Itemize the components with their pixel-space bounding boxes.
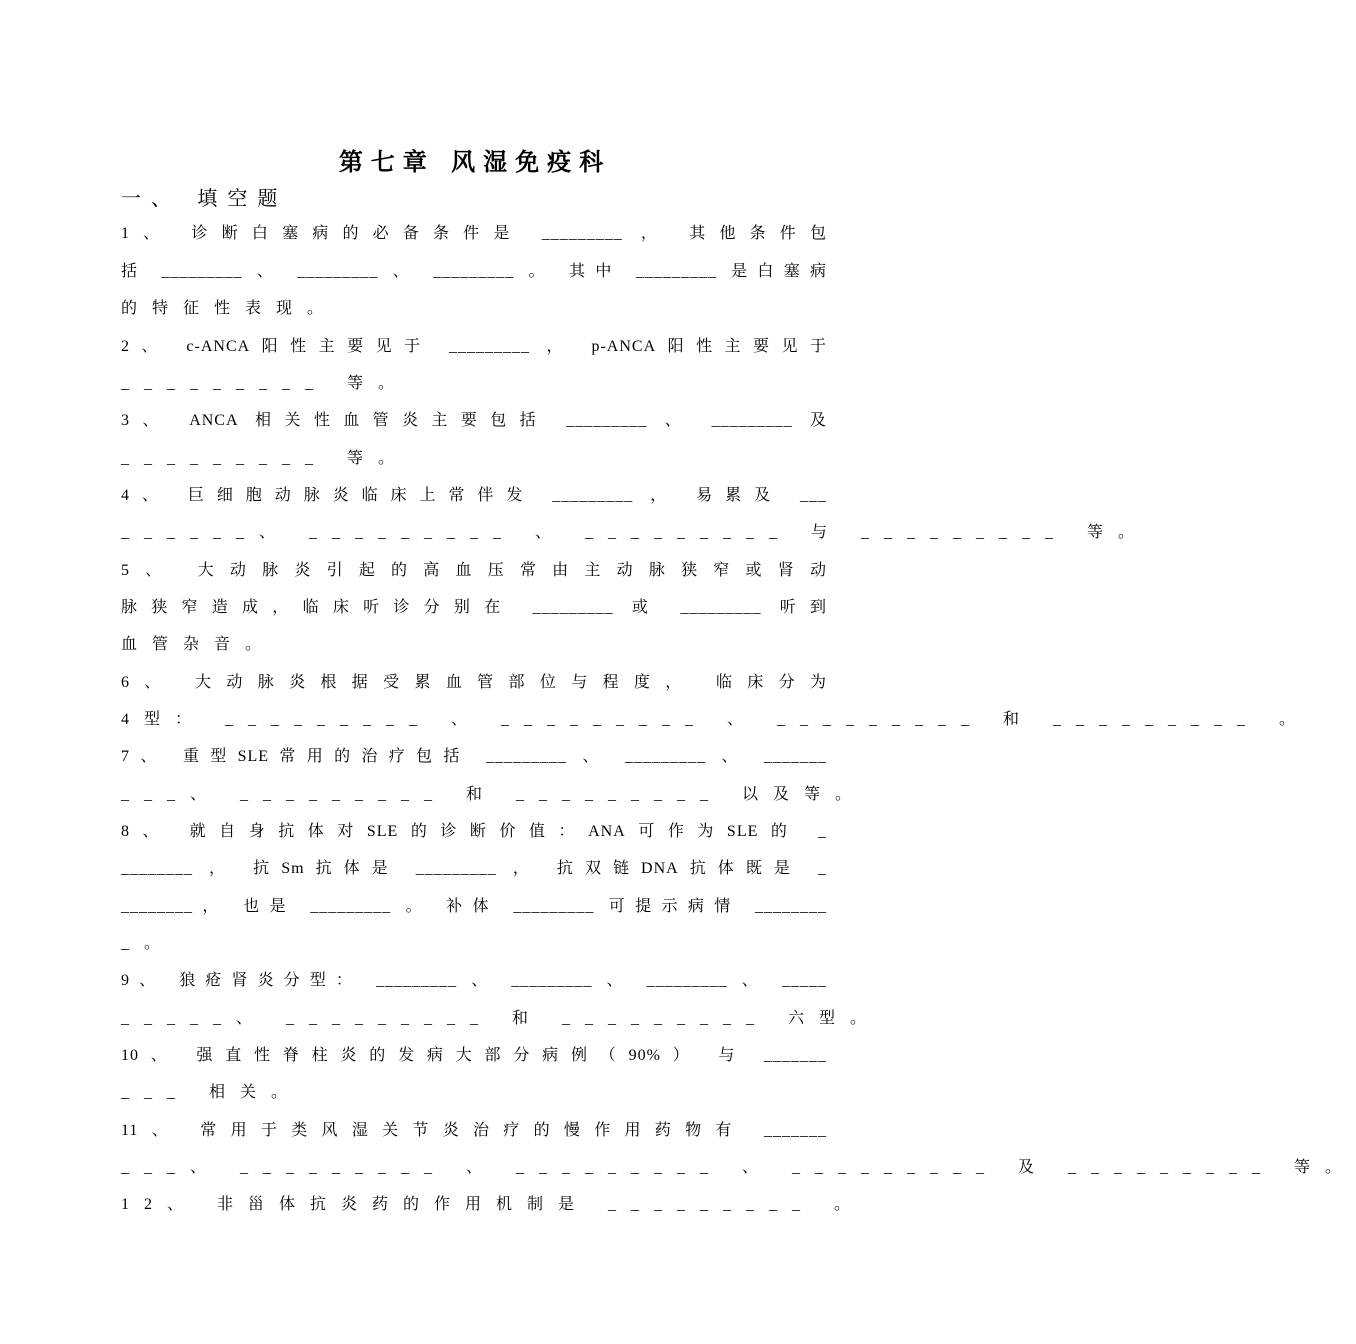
question-line: 括 _________ 、 _________ 、 _________ 。 其中 _________ 是白塞病: [121, 263, 827, 280]
question-line: 4、 巨细胞动脉炎临床上常伴发 _________ ， 易累及 ___: [121, 487, 827, 504]
question-line: _。: [121, 935, 176, 952]
question-line: ___、 _________ 、 _________ 、 _________ 及 _________ 等。: [121, 1159, 1356, 1176]
question-line: ________， 也是 _________ 。 补体 _________ 可提示病情 ________: [121, 898, 827, 915]
question-line: 血管杂音。: [121, 636, 277, 653]
question-line: 4型： _________ 、 _________ 、 _________ 和 _________ 。: [121, 711, 1311, 728]
question-line: 5、 大动脉炎引起的高血压常由主动脉狭窄或肾动: [121, 562, 827, 579]
question-line: 9、 狼疮肾炎分型： _________ 、 _________ 、 _________ 、 _____: [121, 972, 827, 989]
question-line: 1、 诊断白塞病的必备条件是 _________ ， 其他条件包: [121, 225, 827, 242]
question-line: 10、 强直性脊柱炎的发病大部分病例（90%） 与 _______: [121, 1047, 827, 1064]
question-line: _________ 等。: [121, 375, 410, 392]
question-line: ________ ， 抗Sm抗体是 _________ ， 抗双链DNA抗体既是 _: [121, 860, 827, 877]
chapter-title: 第七章 风湿免疫科: [338, 148, 612, 176]
question-line: 6、 大动脉炎根据受累血管部位与程度， 临床分为: [121, 674, 827, 691]
question-line: 8、 就自身抗体对SLE的诊断价值：ANA可作为SLE的 _: [121, 823, 827, 840]
question-line: _________ 等。: [121, 450, 410, 467]
question-line: ______、 _________ 、 _________ 与 _________ 等。: [121, 524, 1150, 541]
question-line: 7、 重型SLE常用的治疗包括 _________ 、 _________ 、 _______: [121, 748, 827, 765]
question-line: _____、 _________ 和 _________ 六型。: [121, 1010, 882, 1027]
question-line: 脉狭窄造成，临床听诊分别在 _________ 或 _________ 听到: [121, 599, 827, 616]
question-line: ___、 _________ 和 _________ 以及等。: [121, 786, 867, 803]
question-line: 的特征性表现。: [121, 300, 339, 317]
question-line: 3、 ANCA 相关性血管炎主要包括 _________ 、 _________ 及: [121, 412, 827, 429]
section-heading: 一、 填空题: [121, 186, 288, 210]
question-line: 2、 c-ANCA阳性主要见于 _________ ， p-ANCA阳性主要见于: [121, 338, 827, 355]
question-line: ___ 相关。: [121, 1084, 303, 1101]
question-line: 11、 常用于类风湿关节炎治疗的慢作用药物有 _______: [121, 1122, 827, 1139]
question-line: 12、 非甾体抗炎药的作用机制是 _________ 。: [121, 1196, 866, 1213]
